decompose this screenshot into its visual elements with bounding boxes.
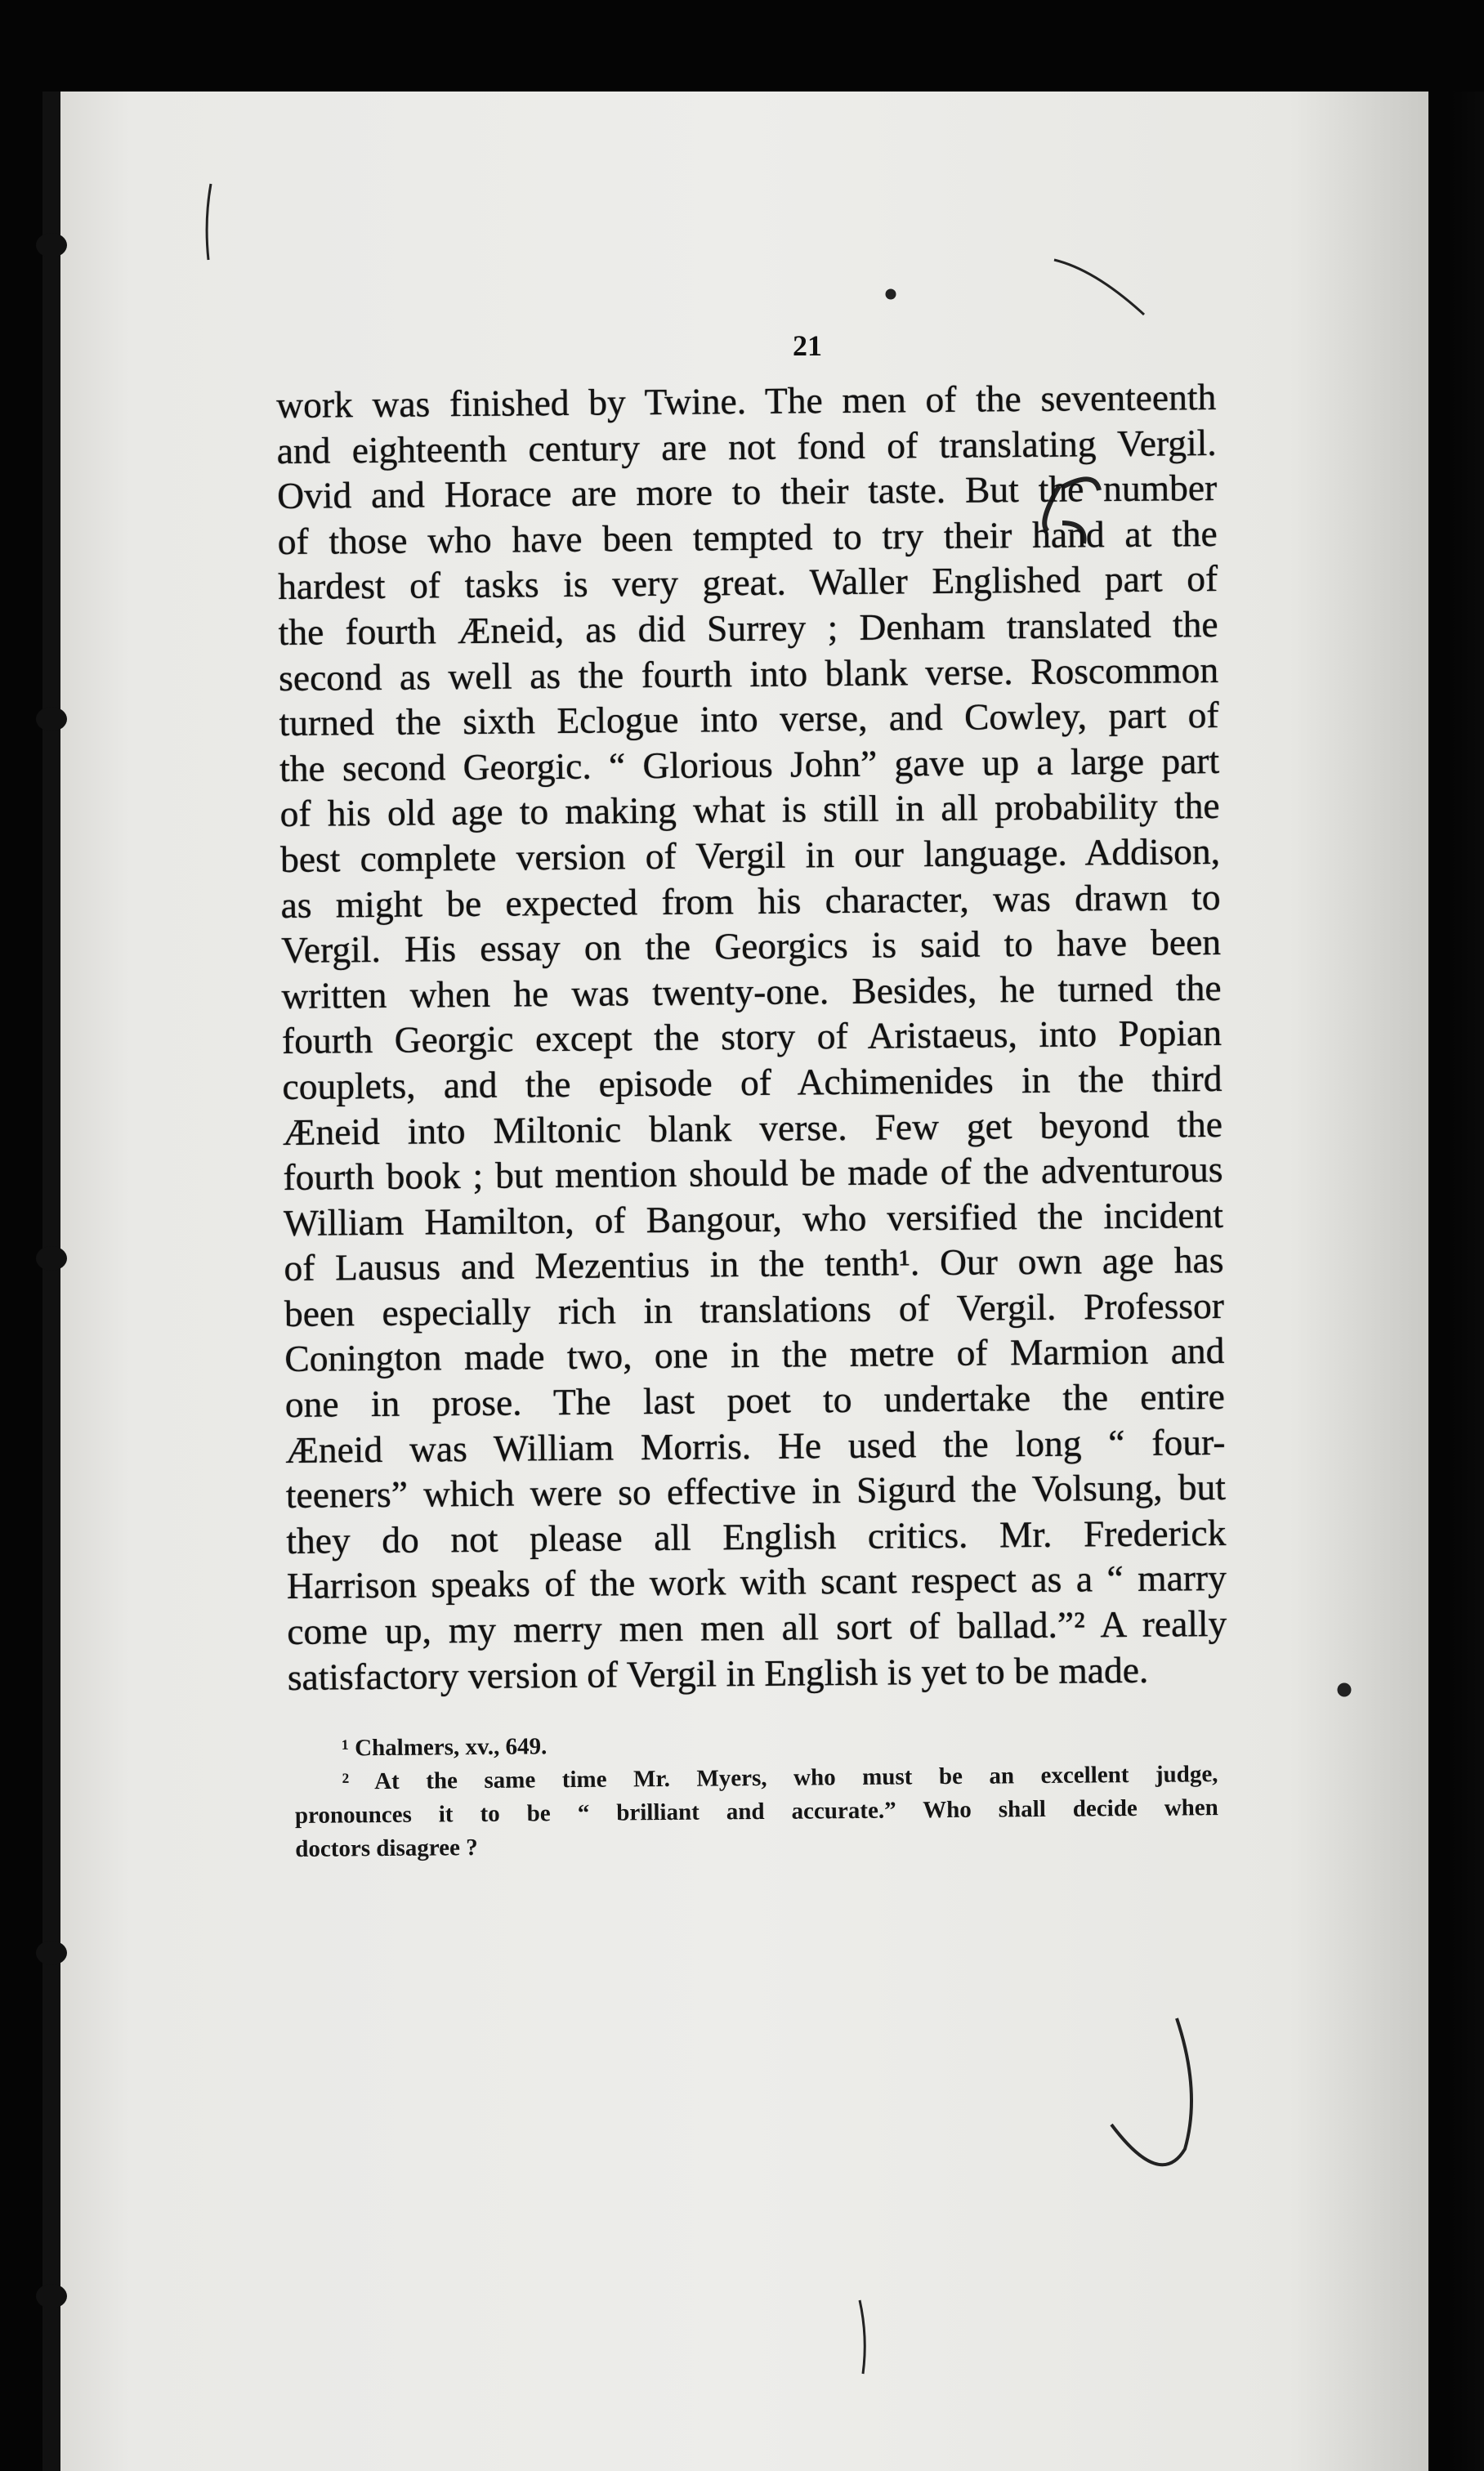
binding-rivet [36,1246,67,1271]
body-line: Æneid was William Morris. He used the long “ four- [285,1420,1226,1471]
body-line: Æneid into Miltonic blank verse. Few get beyond the [282,1102,1223,1153]
footnote-1: ¹ Chalmers, xv., 649. [342,1733,548,1762]
body-line: couplets, and the episode of Achimenides in the third [282,1057,1223,1107]
body-line: teeners” which were so effective in Sigurd the Volsung, but [285,1466,1227,1517]
body-line: satisfactory version of Vergil in English is yet to be made. [287,1648,1149,1698]
body-line: come up, my merry men men all sort of ballad.”² A really [287,1602,1227,1652]
footnote-2-line-3: doctors disagree ? [295,1834,478,1862]
body-line: of Lausus and Mezentius in the tenth¹. Our own age has [284,1239,1224,1289]
footnotes [294,1724,1218,1866]
body-line: Vergil. His essay on the Georgics is said to have been [280,921,1222,972]
body-line: been especially rich in translations of Vergil. Professor [284,1284,1225,1334]
body-line: second as well as the fourth into blank verse. Roscommon [278,648,1219,699]
body-line: best complete version of Vergil in our language. Addison, [279,829,1221,880]
body-line: work was finished by Twine. The men of the seventeenth [276,375,1217,426]
binding-rivet [36,707,67,731]
body-line: Harrison speaks of the work with scant respect as a “ marry [286,1557,1227,1607]
body-line: written when he was twenty-one. Besides, he turned the [281,966,1222,1017]
page-shadow [1451,92,1484,2471]
body-line: as might be expected from his character, was drawn to [280,875,1221,926]
body-line: hardest of tasks is very great. Waller Englished part of [277,557,1218,608]
body-line: the second Georgic. “ Glorious John” gave up a large part [279,739,1220,789]
body-line: of his old age to making what is still in all probability the [279,784,1220,835]
body-line: and eighteenth century are not fond of translating Vergil. [276,421,1217,471]
binding-edge [42,92,60,2471]
body-line: William Hamilton, of Bangour, who versified the incident [283,1193,1224,1244]
page-number: 21 [793,329,822,362]
body-line: fourth book ; but mention should be made of the adventurous [283,1148,1223,1199]
body-line: they do not please all English critics. Mr. Frederick [286,1511,1227,1562]
binding-rivet [36,1941,67,1965]
body-line: Ovid and Horace are more to their taste. But the number [276,467,1218,517]
body-line: of those who have been tempted to try their hand at the [277,512,1218,562]
body-text [276,374,1227,1700]
body-line: the fourth Æneid, as did Surrey ; Denham translated the [278,602,1218,653]
body-line: fourth Georgic except the story of Aristaeus, into Popian [281,1012,1223,1062]
binding-rivet [36,2284,67,2308]
body-line: one in prose. The last poet to undertake the entire [284,1374,1226,1426]
body-line: Conington made two, one in the metre of Marmion and [284,1329,1225,1380]
body-line: turned the sixth Eclogue into verse, and Cowley, part of [279,694,1219,744]
footnote-2-line-1: ² At the same time Mr. Myers, who must be an excellent judge, [342,1761,1218,1795]
binding-rivet [36,233,67,257]
footnote-2-line-2: pronounces it to be “ brilliant and accurate.” Who shall decide when [294,1794,1218,1829]
